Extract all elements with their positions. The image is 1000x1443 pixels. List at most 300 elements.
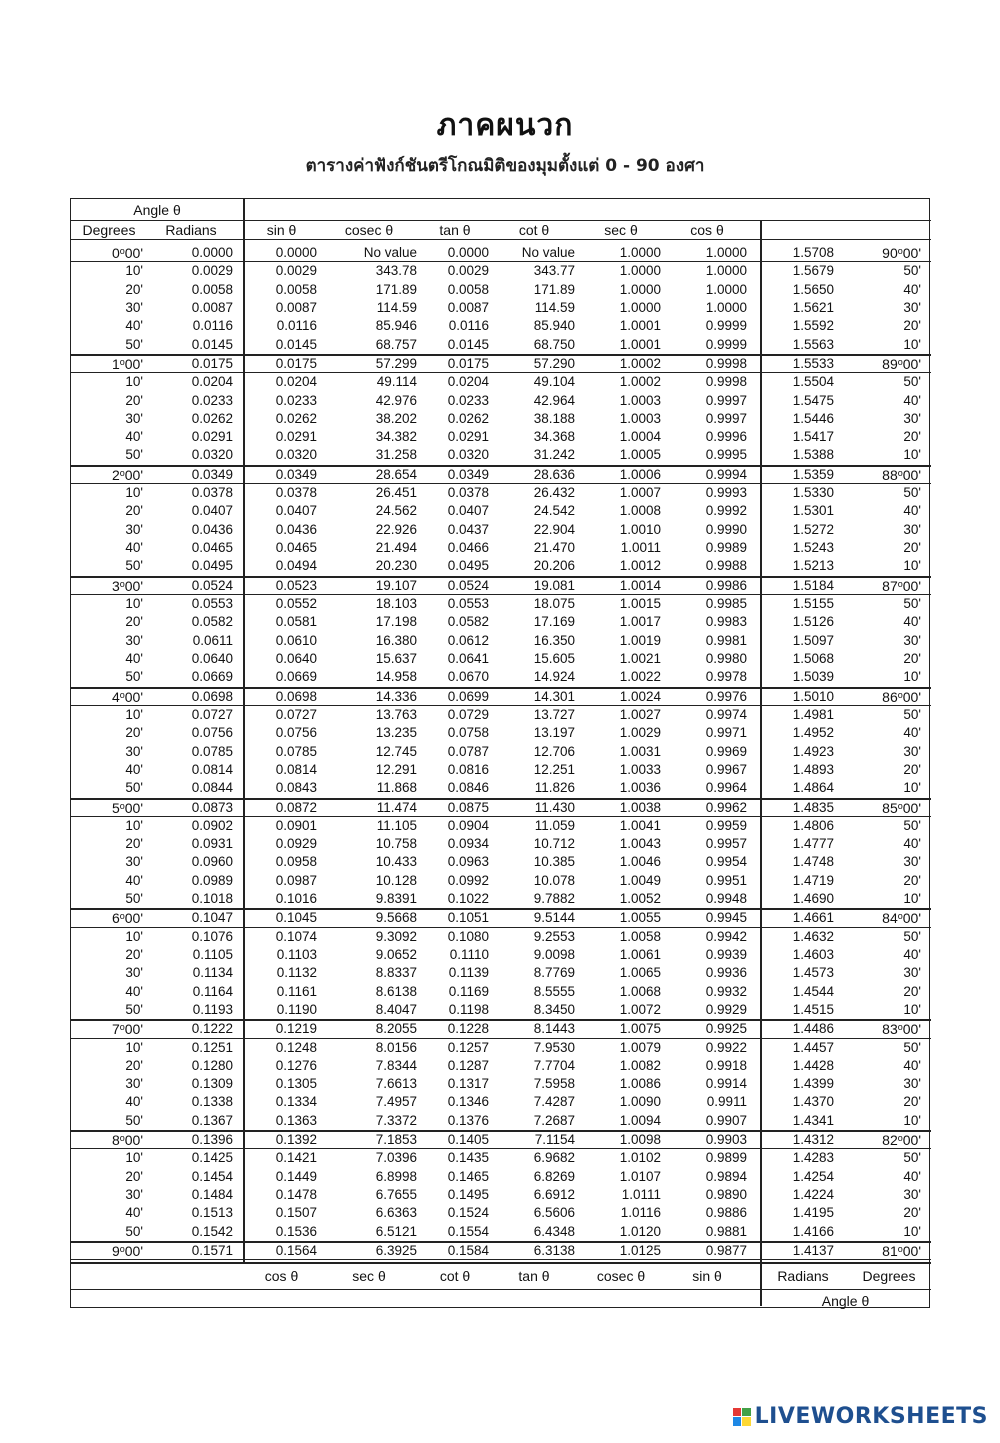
degrees-cell: 30' [125,854,143,869]
cot-cell: 24.542 [533,503,575,518]
tan-cell: 0.1169 [448,984,489,999]
comp-degrees-cell: 83$^o$00' [882,1021,921,1037]
comp-radians-cell: 1.4690 [792,891,834,906]
cos-cell: 0.9942 [705,929,747,944]
comp-radians-cell: 1.4370 [792,1094,834,1109]
tan-cell: 0.1287 [447,1058,489,1073]
sin-cell: 0.1449 [275,1169,317,1184]
comp-radians-cell: 1.5039 [792,669,834,684]
cot-cell: 10.712 [533,836,575,851]
degrees-cell: 10' [125,263,143,278]
cot-cell: 7.4287 [533,1094,575,1109]
cosec-cell: 6.6363 [375,1205,417,1220]
comp-degrees-cell: 30' [903,300,921,315]
cosec-cell: 12.745 [375,744,417,759]
degrees-cell: 40' [125,540,143,555]
tan-cell: 0.0612 [447,633,489,648]
sin-cell: 0.0814 [275,762,317,777]
tan-cell: 0.1405 [447,1132,489,1147]
cos-cell: 0.9959 [705,818,747,833]
cos-cell: 0.9939 [705,947,747,962]
degrees-cell: 0$^o$00' [111,245,143,261]
degrees-cell: 50' [125,1002,143,1017]
radians-cell: 0.0698 [191,689,233,704]
tan-cell: 0.0495 [447,558,489,573]
radians-cell: 0.1571 [191,1243,233,1258]
sin-cell: 0.0378 [275,485,317,500]
degrees-cell: 30' [125,522,143,537]
cosec-cell: 11.105 [376,818,417,833]
degrees-cell: 3$^o$00' [111,578,143,594]
sin-cell: 0.0000 [275,245,317,260]
degrees-cell: 1$^o$00' [111,356,143,372]
cos-cell: 0.9971 [705,725,747,740]
degree-sign: o [897,801,903,811]
cot-cell: No value [521,245,575,260]
page-subtitle: ตารางค่าฟังก์ชันตรีโกณมิติของมุมตั้งแต่ 0 - 90 องศา [305,156,705,176]
radians-cell: 0.1222 [191,1021,233,1036]
comp-degrees-cell: 40' [903,503,921,518]
cos-cell: 0.9914 [705,1076,747,1091]
comp-degrees-cell: 50' [903,818,921,833]
sec-cell: 1.0002 [619,374,661,389]
degrees-cell: 40' [125,762,143,777]
column-divider [243,220,245,1262]
sin-cell: 0.0320 [275,447,317,462]
comp-degrees-cell: 20' [903,429,921,444]
cosec-cell: 6.8998 [375,1169,417,1184]
radians-cell: 0.1513 [191,1205,233,1220]
cot-cell: 7.5958 [533,1076,575,1091]
sec-cell: 1.0038 [619,800,661,815]
comp-radians-cell: 1.5010 [792,689,834,704]
degrees-cell: 30' [125,411,143,426]
sin-cell: 0.1305 [275,1076,317,1091]
sin-cell: 0.0029 [275,263,317,278]
comp-radians-cell: 1.4893 [792,762,834,777]
logo-square-icon [733,1417,742,1426]
comp-radians-cell: 1.5330 [792,485,834,500]
sec-cell: 1.0011 [620,540,661,555]
cos-cell: 0.9983 [705,614,747,629]
sec-cell: 1.0000 [619,282,661,297]
cos-cell: 0.9907 [705,1113,747,1128]
tan-cell: 0.0904 [447,818,489,833]
comp-radians-cell: 1.4573 [792,965,834,980]
cos-cell: 0.9967 [705,762,747,777]
degrees-cell: 50' [125,558,143,573]
sin-cell: 0.1219 [275,1021,317,1036]
comp-radians-cell: 1.4864 [792,780,834,795]
body-bottom-line [71,1262,931,1264]
comp-degrees-cell: 50' [903,485,921,500]
radians-cell: 0.0640 [191,651,233,666]
tan-cell: 0.1317 [447,1076,489,1091]
tan-cell: 0.0000 [447,245,489,260]
cot-cell: 6.3138 [533,1243,575,1258]
cot-cell: 12.251 [533,762,575,777]
footer-header-degrees: Degrees [862,1268,916,1284]
comp-radians-cell: 1.4981 [792,707,834,722]
cosec-cell: 14.336 [375,689,417,704]
cot-cell: 17.169 [533,614,575,629]
tan-cell: 0.0524 [447,578,489,593]
comp-degrees-cell: 50' [903,596,921,611]
tan-cell: 0.1524 [447,1205,489,1220]
cos-cell: 1.0000 [705,245,747,260]
radians-cell: 0.0495 [191,558,233,573]
tan-cell: 0.0378 [447,485,489,500]
sin-cell: 0.0640 [275,651,317,666]
cot-cell: 12.706 [533,744,575,759]
degrees-cell: 30' [125,300,143,315]
tan-cell: 0.0204 [447,374,489,389]
cos-cell: 0.9999 [705,318,747,333]
cos-cell: 0.9877 [705,1243,747,1258]
column-header-cos: cos θ [690,222,724,238]
comp-radians-cell: 1.4661 [792,910,834,925]
logo-grid-icon [733,1408,751,1426]
comp-degrees-cell: 30' [903,1076,921,1091]
cosec-cell: 9.8391 [375,891,417,906]
radians-cell: 0.0320 [191,447,233,462]
liveworksheets-logo [733,1404,988,1429]
radians-cell: 0.0814 [191,762,233,777]
sec-cell: 1.0125 [619,1243,661,1258]
tan-cell: 0.0087 [447,300,489,315]
radians-cell: 0.0378 [191,485,233,500]
comp-degrees-cell: 20' [903,318,921,333]
sin-cell: 0.0610 [275,633,317,648]
sec-cell: 1.0000 [619,300,661,315]
sin-cell: 0.0872 [275,800,317,815]
degrees-cell: 10' [125,485,143,500]
radians-cell: 0.1280 [191,1058,233,1073]
footer-header-sin: sin θ [692,1268,722,1284]
sec-cell: 1.0111 [621,1187,661,1202]
cos-cell: 0.9925 [705,1021,747,1036]
sin-cell: 0.0058 [275,282,317,297]
cosec-cell: 19.107 [375,578,417,593]
sec-cell: 1.0079 [619,1040,661,1055]
radians-cell: 0.0407 [191,503,233,518]
comp-degrees-cell: 10' [903,891,921,906]
sec-cell: 1.0094 [619,1113,661,1128]
cosec-cell: 21.494 [375,540,417,555]
comp-radians-cell: 1.5650 [792,282,834,297]
cosec-cell: 68.757 [375,337,417,352]
footer-header-radians: Radians [777,1268,829,1284]
comp-radians-cell: 1.4923 [792,744,834,759]
comp-radians-cell: 1.4166 [792,1224,834,1239]
comp-radians-cell: 1.5417 [792,429,834,444]
tan-cell: 0.1495 [447,1187,489,1202]
degrees-cell: 10' [125,929,143,944]
degrees-cell: 50' [125,780,143,795]
radians-cell: 0.1425 [191,1150,233,1165]
sec-cell: 1.0015 [619,596,661,611]
radians-cell: 0.1542 [191,1224,233,1239]
cot-cell: 13.197 [533,725,575,740]
sec-cell: 1.0024 [619,689,661,704]
cosec-cell: 85.946 [375,318,417,333]
comp-radians-cell: 1.5446 [792,411,834,426]
degrees-cell: 30' [125,1187,143,1202]
comp-degrees-cell: 84$^o$00' [882,910,921,926]
cot-cell: 9.5144 [533,910,575,925]
tan-cell: 0.1110 [449,947,489,962]
cosec-cell: 10.128 [375,873,417,888]
cosec-cell: 22.926 [375,522,417,537]
comp-degrees-cell: 40' [903,725,921,740]
tan-cell: 0.1257 [447,1040,489,1055]
tan-cell: 0.1228 [447,1021,489,1036]
footer-header-tan: tan θ [518,1268,550,1284]
comp-radians-cell: 1.4952 [792,725,834,740]
radians-cell: 0.0553 [191,596,233,611]
sin-cell: 0.0465 [275,540,317,555]
cosec-cell: 7.3372 [375,1113,417,1128]
cos-cell: 0.9890 [705,1187,747,1202]
tan-cell: 0.0875 [447,800,489,815]
cos-cell: 0.9881 [705,1224,747,1239]
comp-degrees-cell: 87$^o$00' [882,578,921,594]
cosec-cell: 31.258 [375,447,417,462]
radians-cell: 0.0145 [191,337,233,352]
degrees-cell: 20' [125,1058,143,1073]
tan-cell: 0.0729 [447,707,489,722]
cot-cell: 11.430 [534,800,575,815]
cosec-cell: 18.103 [375,596,417,611]
degree-sign: o [119,246,125,256]
comp-degrees-cell: 50' [903,263,921,278]
sec-cell: 1.0012 [619,558,661,573]
degrees-cell: 5$^o$00' [111,800,143,816]
cot-cell: 6.6912 [533,1187,575,1202]
radians-cell: 0.0465 [191,540,233,555]
cot-cell: 34.368 [533,429,575,444]
cot-cell: 38.188 [533,411,575,426]
sin-cell: 0.0262 [275,411,317,426]
sin-cell: 0.0145 [275,337,317,352]
degrees-cell: 30' [125,633,143,648]
cos-cell: 0.9995 [705,447,747,462]
cos-cell: 0.9929 [705,1002,747,1017]
degree-sign: o [897,468,903,478]
cot-cell: 20.206 [533,558,575,573]
degrees-cell: 50' [125,891,143,906]
degrees-cell: 40' [125,318,143,333]
comp-radians-cell: 1.5272 [792,522,834,537]
comp-radians-cell: 1.4486 [792,1021,834,1036]
cos-cell: 0.9998 [705,356,747,371]
cosec-cell: 26.451 [375,485,417,500]
cosec-cell: 11.474 [376,800,417,815]
cosec-cell: 8.0156 [375,1040,417,1055]
sec-cell: 1.0029 [619,725,661,740]
cos-cell: 0.9932 [705,984,747,999]
degrees-cell: 2$^o$00' [111,467,143,483]
cos-cell: 0.9986 [705,578,747,593]
tan-cell: 0.1465 [447,1169,489,1184]
tan-cell: 0.0670 [447,669,489,684]
sin-cell: 0.1190 [276,1002,317,1017]
sec-cell: 1.0041 [619,818,661,833]
tan-cell: 0.1554 [447,1224,489,1239]
cot-cell: 8.3450 [533,1002,575,1017]
degree-sign: o [897,246,903,256]
comp-radians-cell: 1.5126 [792,614,834,629]
cosec-cell: 28.654 [375,467,417,482]
comp-degrees-cell: 50' [903,1040,921,1055]
cosec-cell: 17.198 [375,614,417,629]
cosec-cell: 9.0652 [375,947,417,962]
comp-degrees-cell: 40' [903,1058,921,1073]
radians-cell: 0.1338 [191,1094,233,1109]
column-header-sec: sec θ [604,222,638,238]
sin-cell: 0.1016 [275,891,317,906]
sec-cell: 1.0000 [619,263,661,278]
header-divider [71,239,931,240]
degrees-cell: 10' [125,707,143,722]
cos-cell: 0.9899 [705,1150,747,1165]
comp-degrees-cell: 30' [903,633,921,648]
degree-sign: o [119,579,125,589]
comp-radians-cell: 1.4195 [792,1205,834,1220]
comp-radians-cell: 1.5504 [792,374,834,389]
cot-cell: 6.8269 [533,1169,575,1184]
comp-radians-cell: 1.5184 [792,578,834,593]
cos-cell: 0.9976 [705,689,747,704]
sin-cell: 0.0494 [275,558,317,573]
cot-cell: 114.59 [534,300,575,315]
sec-cell: 1.0098 [619,1132,661,1147]
cot-cell: 6.9682 [533,1150,575,1165]
radians-cell: 0.0029 [191,263,233,278]
comp-degrees-cell: 40' [903,614,921,629]
comp-radians-cell: 1.4457 [792,1040,834,1055]
degrees-cell: 40' [125,651,143,666]
sec-cell: 1.0075 [619,1021,661,1036]
cot-cell: 7.7704 [533,1058,575,1073]
comp-radians-cell: 1.5679 [792,263,834,278]
cot-cell: 49.104 [533,374,575,389]
comp-radians-cell: 1.4835 [792,800,834,815]
sec-cell: 1.0033 [619,762,661,777]
comp-degrees-cell: 40' [903,836,921,851]
cos-cell: 0.9989 [705,540,747,555]
tan-cell: 0.0934 [447,836,489,851]
cos-cell: 0.9990 [705,522,747,537]
comp-radians-cell: 1.4254 [792,1169,834,1184]
comp-degrees-cell: 20' [903,873,921,888]
logo-square-icon [742,1417,751,1426]
cot-cell: 28.636 [533,467,575,482]
cos-cell: 1.0000 [705,300,747,315]
cot-cell: 22.904 [533,522,575,537]
comp-degrees-cell: 85$^o$00' [882,800,921,816]
radians-cell: 0.0000 [191,245,233,260]
cot-cell: 9.0098 [533,947,575,962]
cosec-cell: 9.5668 [375,910,417,925]
cos-cell: 0.9894 [705,1169,747,1184]
cosec-cell: 42.976 [375,393,417,408]
comp-degrees-cell: 30' [903,1187,921,1202]
cosec-cell: 7.4957 [375,1094,417,1109]
cos-cell: 0.9980 [705,651,747,666]
degree-sign: o [119,911,125,921]
cosec-cell: 9.3092 [375,929,417,944]
cot-cell: 15.605 [533,651,575,666]
cos-cell: 0.9996 [705,429,747,444]
footer-header-sec: sec θ [352,1268,386,1284]
sin-cell: 0.0929 [275,836,317,851]
degree-sign: o [119,1022,125,1032]
cos-cell: 0.9985 [705,596,747,611]
tan-cell: 0.0758 [447,725,489,740]
radians-cell: 0.0291 [191,429,233,444]
degrees-cell: 50' [125,447,143,462]
comp-degrees-cell: 30' [903,411,921,426]
comp-degrees-cell: 50' [903,707,921,722]
sin-cell: 0.1132 [276,965,317,980]
cos-cell: 0.9988 [705,558,747,573]
radians-cell: 0.0931 [191,836,233,851]
degrees-cell: 7$^o$00' [111,1021,143,1037]
radians-cell: 0.0989 [191,873,233,888]
comp-radians-cell: 1.5621 [792,300,834,315]
sin-cell: 0.0291 [275,429,317,444]
tan-cell: 0.0116 [448,318,489,333]
degree-sign: o [897,1244,903,1254]
comp-degrees-cell: 10' [903,447,921,462]
radians-cell: 0.0669 [191,669,233,684]
degrees-cell: 20' [125,282,143,297]
comp-degrees-cell: 10' [903,1224,921,1239]
cot-cell: 8.5555 [533,984,575,999]
comp-degrees-cell: 10' [903,669,921,684]
sec-cell: 1.0021 [619,651,661,666]
sec-cell: 1.0061 [619,947,661,962]
degrees-cell: 30' [125,744,143,759]
comp-degrees-cell: 82$^o$00' [882,1132,921,1148]
comp-degrees-cell: 30' [903,744,921,759]
sin-cell: 0.0756 [275,725,317,740]
cos-cell: 0.9997 [705,411,747,426]
comp-degrees-cell: 50' [903,374,921,389]
comp-radians-cell: 1.5243 [792,540,834,555]
comp-radians-cell: 1.5359 [792,467,834,482]
comp-radians-cell: 1.4806 [792,818,834,833]
cosec-cell: 7.1853 [375,1132,417,1147]
cosec-cell: 15.637 [375,651,417,666]
degree-sign: o [897,579,903,589]
cosec-cell: 10.758 [375,836,417,851]
sec-cell: 1.0120 [619,1224,661,1239]
degrees-cell: 40' [125,1205,143,1220]
tan-cell: 0.0029 [447,263,489,278]
cosec-cell: 14.958 [375,669,417,684]
sin-cell: 0.0436 [275,522,317,537]
tan-cell: 0.1051 [447,910,489,925]
degrees-cell: 50' [125,1113,143,1128]
radians-cell: 0.0436 [191,522,233,537]
sin-cell: 0.1276 [275,1058,317,1073]
degrees-cell: 20' [125,614,143,629]
cos-cell: 0.9992 [705,503,747,518]
cos-cell: 0.9964 [705,780,747,795]
cot-cell: 18.075 [533,596,575,611]
